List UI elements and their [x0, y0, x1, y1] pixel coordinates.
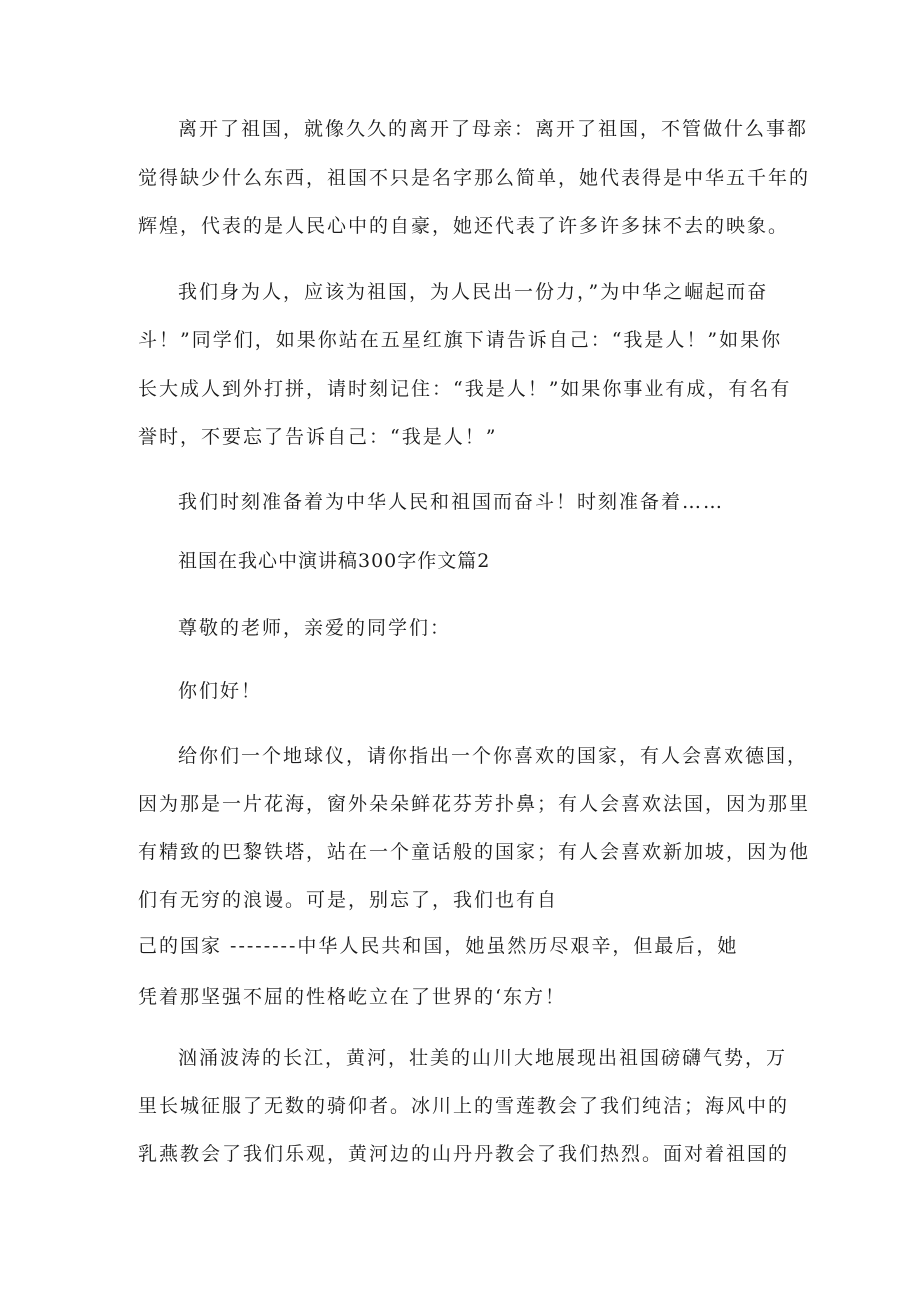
paragraph-3: 我们时刻准备着为中华人民和祖国而奋斗！时刻准备着…… — [178, 491, 725, 513]
paragraph-4-line-5: 己的国家 --------中华人民共和国，她虽然历尽艰辛，但最后，她 — [138, 935, 739, 957]
paragraph-2-line-4: 誉时，不要忘了告诉自己：“我是人！” — [138, 426, 498, 448]
paragraph-2-line-1: 我们身为人，应该为祖国，为人民出一份力，”为中华之崛起而奋 — [178, 281, 769, 303]
paragraph-1-line-3: 辉煌，代表的是人民心中的自豪，她还代表了许多许多抹不去的映象。 — [138, 215, 790, 237]
hello-line: 你们好！ — [178, 680, 263, 702]
paragraph-5-line-1: 汹涌波涛的长江，黄河，壮美的山川大地展现出祖国磅礴气势，万 — [178, 1047, 788, 1069]
paragraph-4-line-1: 给你们一个地球仪，请你指出一个你喜欢的国家，有人会喜欢德国， — [178, 745, 809, 767]
paragraph-4-line-4: 们有无穷的浪谩。可是，别忘了，我们也有自 — [138, 889, 559, 911]
paragraph-5-line-2: 里长城征服了无数的骑仰者。冰川上的雪莲教会了我们纯洁；海风中的 — [138, 1095, 790, 1117]
paragraph-4-line-6: 凭着那坚强不屈的性格屹立在了世界的‘东方！ — [138, 986, 567, 1008]
paragraph-1-line-1: 离开了祖国，就像久久的离开了母亲：离开了祖国，不管做什么事都 — [178, 118, 809, 140]
paragraph-1-line-2: 觉得缺少什么东西，祖国不只是名字那么简单，她代表得是中华五千年的 — [138, 167, 811, 189]
greeting: 尊敬的老师，亲爱的同学们： — [178, 617, 452, 639]
paragraph-4-line-3: 有精致的巴黎铁塔，站在一个童话般的国家；有人会喜欢新加坡，因为他 — [138, 841, 811, 863]
paragraph-5-line-3: 乳燕教会了我们乐观，黄河边的山丹丹教会了我们热烈。面对着祖国的 — [138, 1143, 790, 1165]
paragraph-4-line-2: 因为那是一片花海，窗外朵朵鲜花芬芳扑鼻；有人会喜欢法国，因为那里 — [138, 793, 811, 815]
section-heading: 祖国在我心中演讲稿300字作文篇2 — [178, 550, 491, 572]
paragraph-2-line-3: 长大成人到外打拼，请时刻记住：“我是人！”如果你事业有成，有名有 — [138, 378, 792, 400]
paragraph-2-line-2: 斗！”同学们，如果你站在五星红旗下请告诉自己：“我是人！”如果你 — [138, 329, 783, 351]
